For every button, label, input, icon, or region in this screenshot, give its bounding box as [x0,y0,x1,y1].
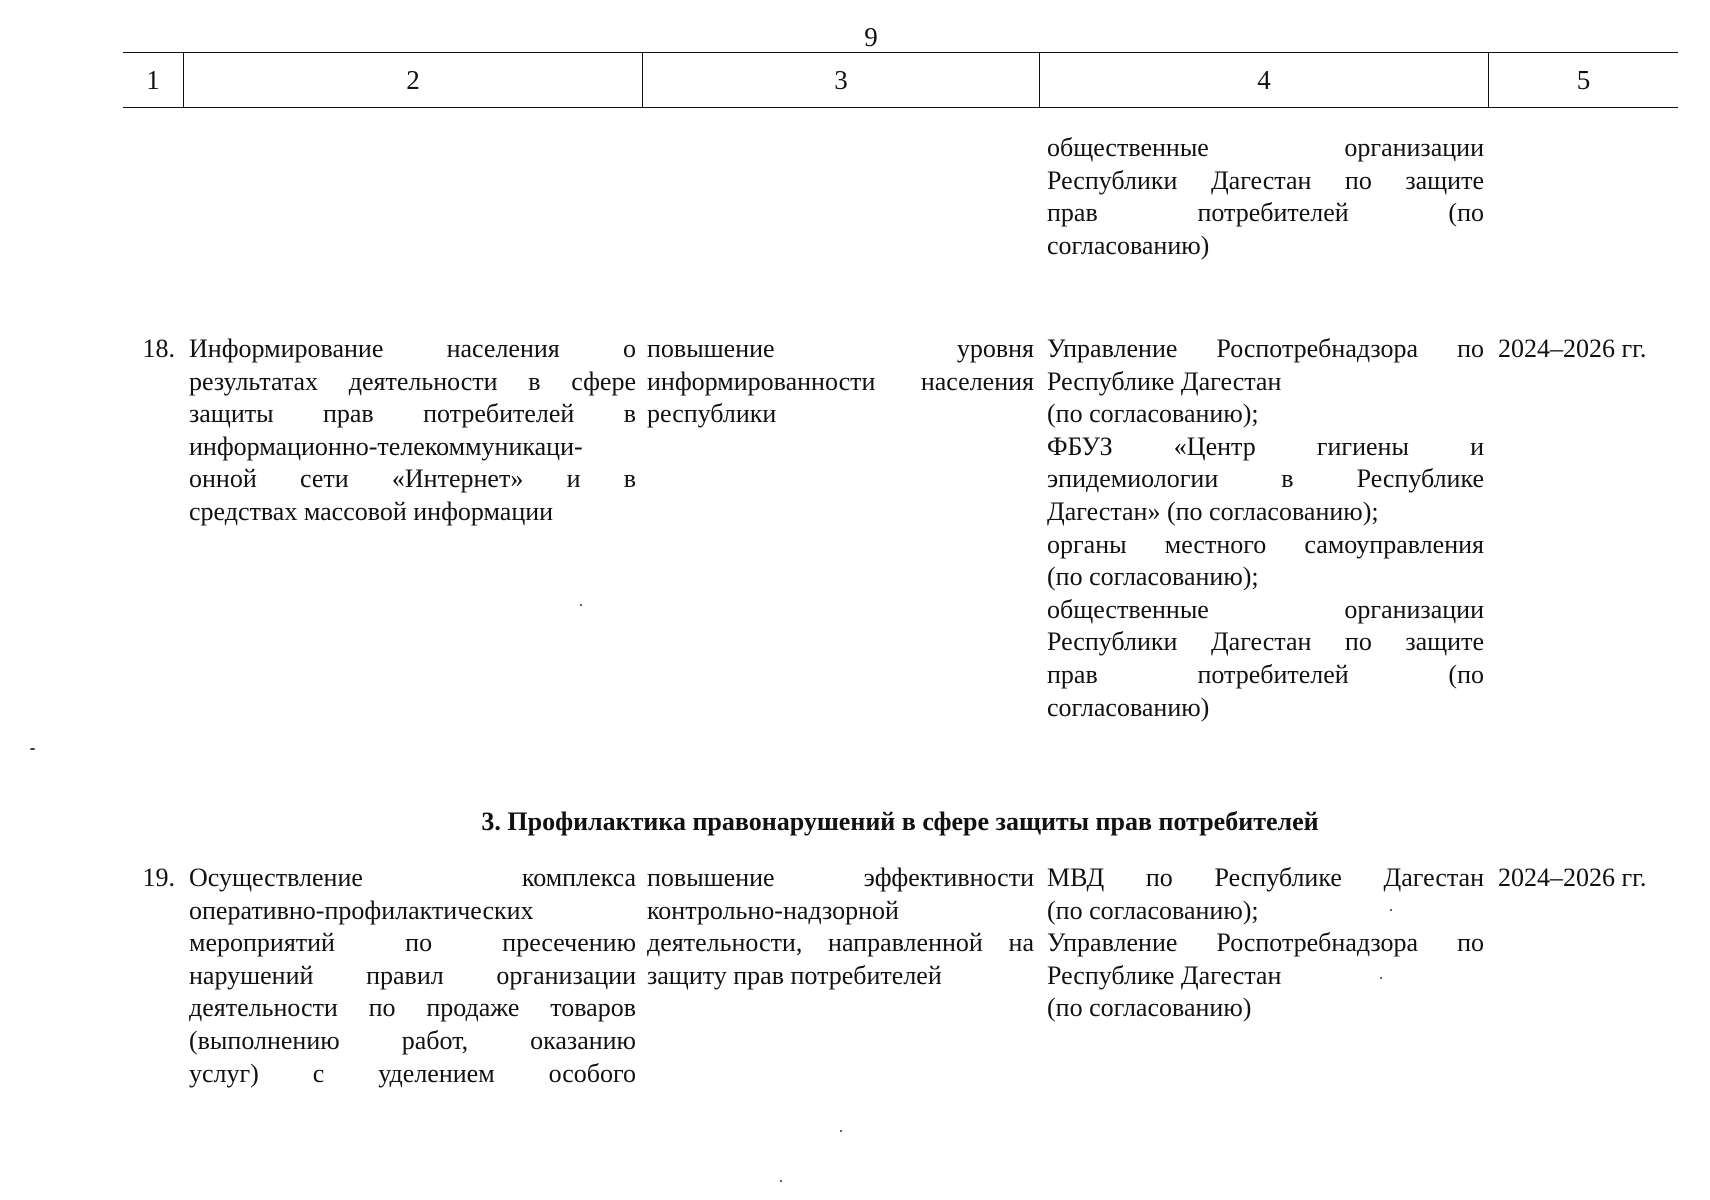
text-line: согласованию) [1047,230,1210,260]
page-number: 9 [864,22,878,52]
scan-speck [1390,909,1392,911]
header-col-2: 2 [406,64,420,95]
text-line: деятельности по продаже товаров [189,993,636,1023]
text-line: мероприятий по пресечению [189,928,636,958]
row-18-executors [1047,333,1484,724]
text-line: Информирование населения о [189,334,636,363]
continued-organizations-cell [1047,132,1484,262]
text-line: средствах массовой информации [189,496,554,526]
text-line: Управление Роспотребнадзора по [1047,334,1484,363]
text-line: общественные организации [1047,594,1484,624]
row-18-period: 2024–2026 гг. [1498,334,1647,363]
text-line: деятельности, направленной на [647,928,1034,958]
row-19-number: 19. [142,863,175,892]
header-col-3: 3 [834,64,848,95]
text-line: повышение эффективности [647,863,1034,892]
text-line: (по согласованию); [1047,399,1259,429]
row-19-executors [1047,862,1484,1025]
row-18-result [647,333,1034,431]
scan-speck [780,1180,782,1182]
text-line: (выполнению работ, оказанию [189,1025,636,1055]
section-heading: 3. Профилактика правонарушений в сфере защиты прав потребителей [481,807,1319,836]
row-18-number: 18. [142,334,175,363]
text-line: Дагестан» (по согласованию); [1047,496,1379,526]
text-line: защиту прав потребителей [647,960,942,990]
scan-speck [1380,977,1382,979]
text-line: результатах деятельности в сфере [189,366,636,396]
row-19-activity [189,862,636,1090]
text-line: (по согласованию); [1047,895,1259,925]
row-19-result [647,862,1034,992]
header-col-1: 1 [146,64,160,95]
text-line: республики [647,399,777,429]
text-line: информационно-телекоммуникаци- [189,431,583,461]
text-line: ФБУЗ «Центр гигиены и [1047,431,1484,461]
text-line: Осуществление комплекса [189,863,636,892]
text-line: онной сети «Интернет» и в [189,464,636,494]
text-line: Республике Дагестан [1047,960,1282,990]
text-line: Республики Дагестан по защите [1047,627,1484,657]
text-line: согласованию) [1047,692,1210,722]
text-line: услуг) с уделением особого [189,1058,636,1088]
text-line: защиты прав потребителей в [189,399,636,429]
text-line: (по согласованию) [1047,993,1252,1023]
text-line: Управление Роспотребнадзора по [1047,928,1484,958]
text-line: информированности населения [647,366,1034,396]
row-18-activity [189,333,636,529]
text-line: Республики Дагестан по защите [1047,165,1484,195]
text-line: прав потребителей (по [1047,659,1484,689]
text-line: прав потребителей (по [1047,198,1484,228]
text-line: оперативно-профилактических [189,895,534,925]
header-col-4: 4 [1257,64,1271,95]
text-line: повышение уровня [647,334,1034,363]
table-header [123,52,1678,108]
text-line: (по согласованию); [1047,562,1259,592]
text-line: органы местного самоуправления [1047,529,1484,559]
row-19-period: 2024–2026 гг. [1498,863,1647,892]
text-line: общественные организации [1047,133,1484,162]
text-line: контрольно-надзорной [647,895,899,925]
scan-speck [840,1130,842,1132]
text-line: Республике Дагестан [1047,366,1282,396]
header-col-5: 5 [1576,64,1591,95]
text-line: МВД по Республике Дагестан [1047,863,1484,892]
text-line: нарушений правил организации [189,960,636,990]
text-line: эпидемиологии в Республике [1047,464,1484,494]
scan-speck [580,604,582,606]
scan-speck [30,748,35,750]
